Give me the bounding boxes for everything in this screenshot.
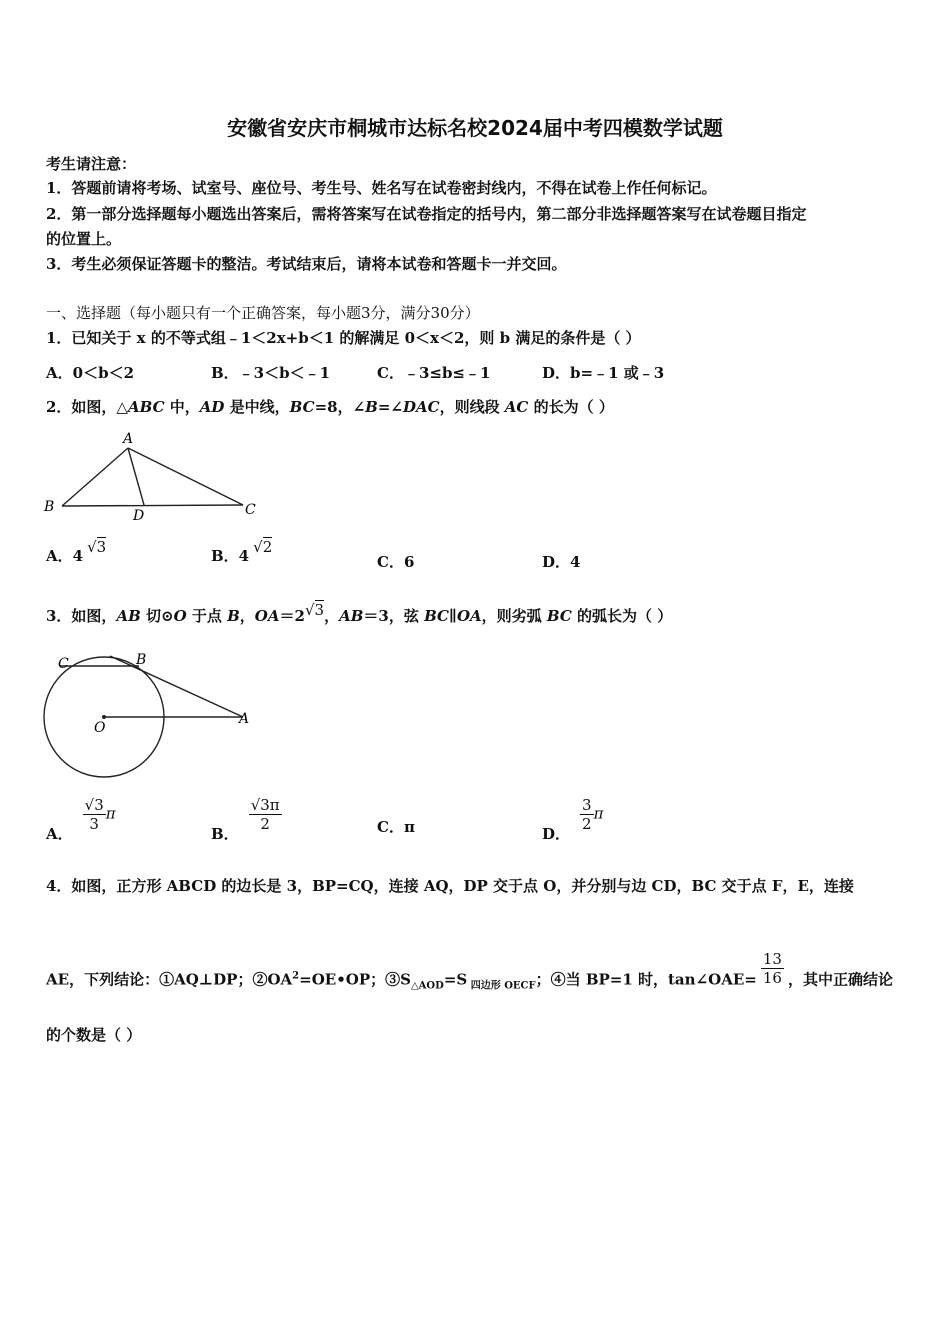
q3-label-o: O [94,720,106,736]
notice-item-2: 2．第一部分选择题每小题选出答案后，需将答案写在试卷指定的括号内，第二部分非选择题答案写在试卷题目指定 [46,205,807,223]
q4-line-1: 4．如图，正方形 ABCD 的边长是 3，BP=CQ，连接 AQ，DP 交于点 O，并分别与边 CD，BC 交于点 F，E，连接 [46,877,854,895]
notice-heading: 考生请注意： [46,155,137,173]
q2-option-c: C．6 [377,553,415,571]
q3-option-a: A． $\frac{√3}{3}$ π [46,796,116,843]
q2-option-a: A．4 √3 [46,538,107,565]
q2-label-a: A [123,431,134,447]
notice-item-3: 3．考生必须保证答题卡的整洁。考试结束后，请将本试卷和答题卡一并交回。 [46,255,567,273]
q2-triangle-figure [40,428,270,523]
q3-circle-figure [40,648,265,783]
q3-label-a: A [239,711,250,727]
notice-item-2-cont: 的位置上。 [46,230,122,248]
q2-label-d: D [133,508,145,523]
q2-stem: 2．如图，△ABC 中，AD 是中线，BC=8，∠B=∠DAC，则线段 AC 的长为（ ） [46,398,614,416]
q2-option-d: D．4 [542,553,581,571]
q2-option-b: B．4 √2 [211,538,273,565]
q3-label-b: B [136,652,147,668]
notice-item-1: 1．答题前请将考场、试室号、座位号、考生号、姓名写在试卷密封线内，不得在试卷上作任何标记。 [46,179,717,197]
q4-line-3: 的个数是（ ） [46,1026,142,1044]
q3-option-c: C．π [377,818,415,836]
q1-option-b: B．﹣3＜b＜﹣1 [211,364,331,382]
q4-line-2: AE，下列结论：①AQ⊥DP；$②OA^2=OE•OP$；$③S_{\triangle AOD}=S$ $_{四边形 OECF}$；④当 BP=1 时，tan∠OAE= $\frac{13}{16}$ ，其中正确结论 [46,950,893,992]
section-heading: 一、选择题（每小题只有一个正确答案，每小题3分，满分30分） [46,304,480,322]
q3-label-c: C [58,656,69,672]
q1-stem: 1．已知关于 x 的不等式组﹣1＜2x+b＜1 的解满足 0＜x＜2，则 b 满足的条件是（ ） [46,329,641,347]
q3-option-d: D． $\frac{3}{2}$ π [542,796,604,843]
page-title: 安徽省安庆市桐城市达标名校2024届中考四模数学试题 [227,116,723,140]
q1-option-c: C．﹣3≤b≤﹣1 [377,364,491,382]
q3-stem: 3．如图，AB 切⊙O 于点 B，OA＝2√3，AB＝3，弦 BC∥OA，则劣弧 BC 的弧长为（ ） [46,601,673,625]
q2-label-b: B [44,499,55,515]
q2-label-c: C [245,502,256,518]
q1-option-a: A．0＜b＜2 [46,364,135,382]
q1-option-d: D．b=﹣1 或﹣3 [542,364,665,382]
q4-fraction: $\frac{13}{16}$ [762,950,782,987]
q3-option-b: B． $\frac{√3\pi}{2}$ [211,796,280,843]
